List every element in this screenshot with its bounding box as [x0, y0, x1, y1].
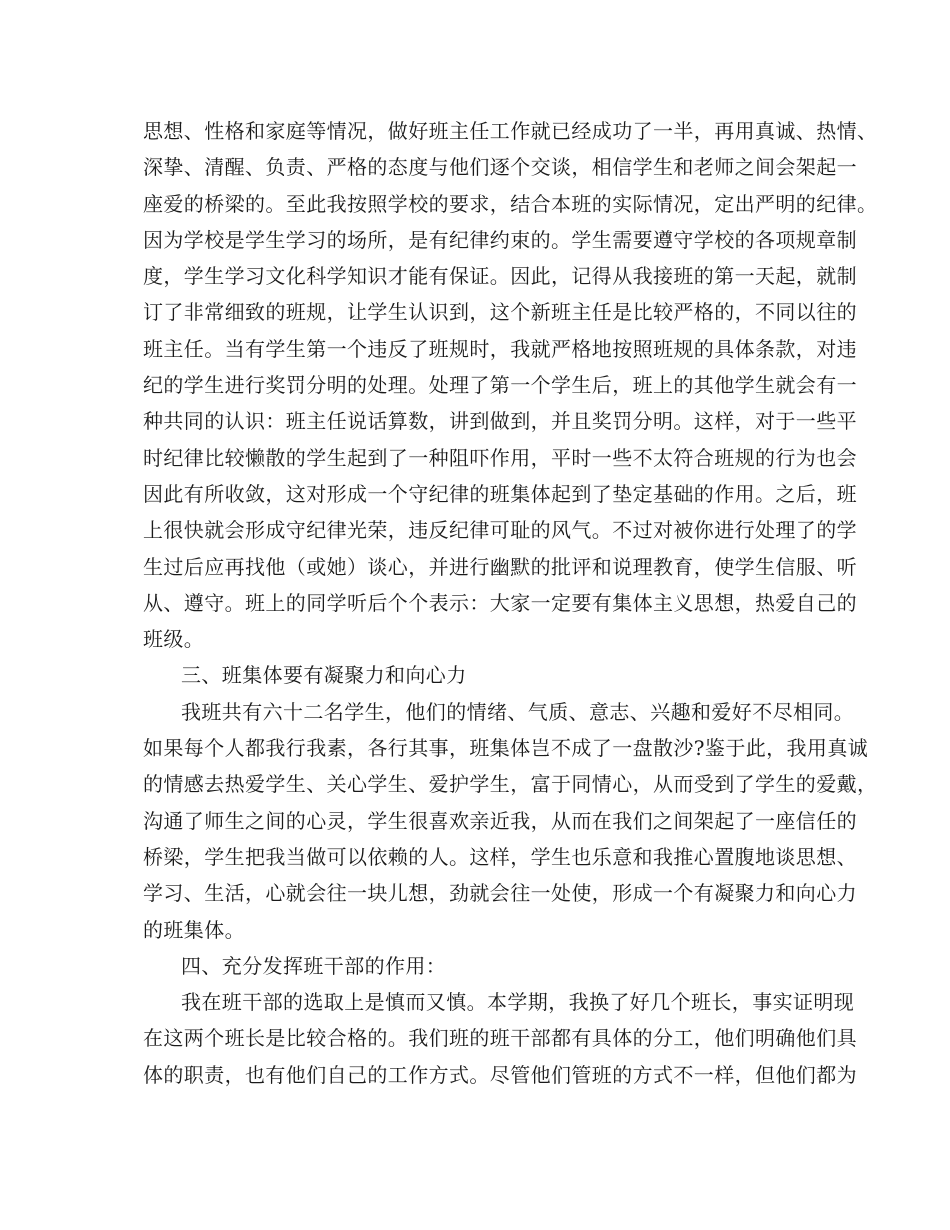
text-line: 时纪律比较懒散的学生起到了一种阻吓作用，平时一些不太符合班规的行为也会: [143, 445, 857, 470]
text-line: 订了非常细致的班规，让学生认识到，这个新班主任是比较严格的，不同以往的: [143, 300, 857, 325]
text-line: 在这两个班长是比较合格的。我们班的班干部都有具体的分工，他们明确他们具: [143, 1026, 857, 1051]
text-line: 我班共有六十二名学生，他们的情绪、气质、意志、兴趣和爱好不尽相同。: [181, 699, 855, 724]
text-line: 从、遵守。班上的同学听后个个表示：大家一定要有集体主义思想，热爱自己的: [143, 590, 857, 615]
text-line: 种共同的认识：班主任说话算数，讲到做到，并且奖罚分明。这样，对于一些平: [143, 409, 857, 434]
text-line: 班主任。当有学生第一个违反了班规时，我就严格地按照班规的具体条款，对违: [143, 336, 857, 361]
text-line: 因为学校是学生学习的场所，是有纪律约束的。学生需要遵守学校的各项规章制: [143, 227, 857, 252]
text-line: 桥梁，学生把我当做可以依赖的人。这样，学生也乐意和我推心置腹地谈思想、: [143, 844, 857, 869]
text-line: 因此有所收敛，这对形成一个守纪律的班集体起到了垫定基础的作用。之后，班: [143, 481, 857, 506]
text-line: 学习、生活，心就会往一块儿想，劲就会往一处使，形成一个有凝聚力和向心力: [143, 881, 857, 906]
text-line: 座爱的桥梁的。至此我按照学校的要求，结合本班的实际情况，定出严明的纪律。: [143, 191, 878, 216]
text-line: 如果每个人都我行我素，各行其事，班集体岂不成了一盘散沙?鉴于此，我用真诚: [143, 736, 869, 761]
text-line: 班级。: [143, 627, 205, 652]
text-line: 体的职责，也有他们自己的工作方式。尽管他们管班的方式不一样，但他们都为: [143, 1062, 857, 1087]
section-heading: 三、班集体要有凝聚力和向心力: [181, 663, 467, 688]
text-line: 的班集体。: [143, 917, 245, 942]
text-line: 上很快就会形成守纪律光荣，违反纪律可耻的风气。不过对被你进行处理了的学: [143, 518, 857, 543]
text-line: 的情感去热爱学生、关心学生、爱护学生，富于同情心，从而受到了学生的爱戴，: [143, 772, 878, 797]
text-line: 度，学生学习文化科学知识才能有保证。因此，记得从我接班的第一天起，就制: [143, 264, 857, 289]
text-line: 思想、性格和家庭等情况，做好班主任工作就已经成功了一半，再用真诚、热情、: [143, 119, 878, 143]
text-line: 深挚、清醒、负责、严格的态度与他们逐个交谈，相信学生和老师之间会架起一: [143, 155, 857, 180]
text-line: 纪的学生进行奖罚分明的处理。处理了第一个学生后，班上的其他学生就会有一: [143, 373, 857, 398]
section-heading: 四、充分发挥班干部的作用：: [181, 953, 447, 978]
text-line: 我在班干部的选取上是慎而又慎。本学期，我换了好几个班长，事实证明现: [181, 990, 855, 1015]
text-line: 生过后应再找他（或她）谈心，并进行幽默的批评和说理教育，使学生信服、听: [143, 554, 857, 579]
document-body: [143, 113, 878, 1093]
text-line: 沟通了师生之间的心灵，学生很喜欢亲近我，从而在我们之间架起了一座信任的: [143, 808, 857, 833]
